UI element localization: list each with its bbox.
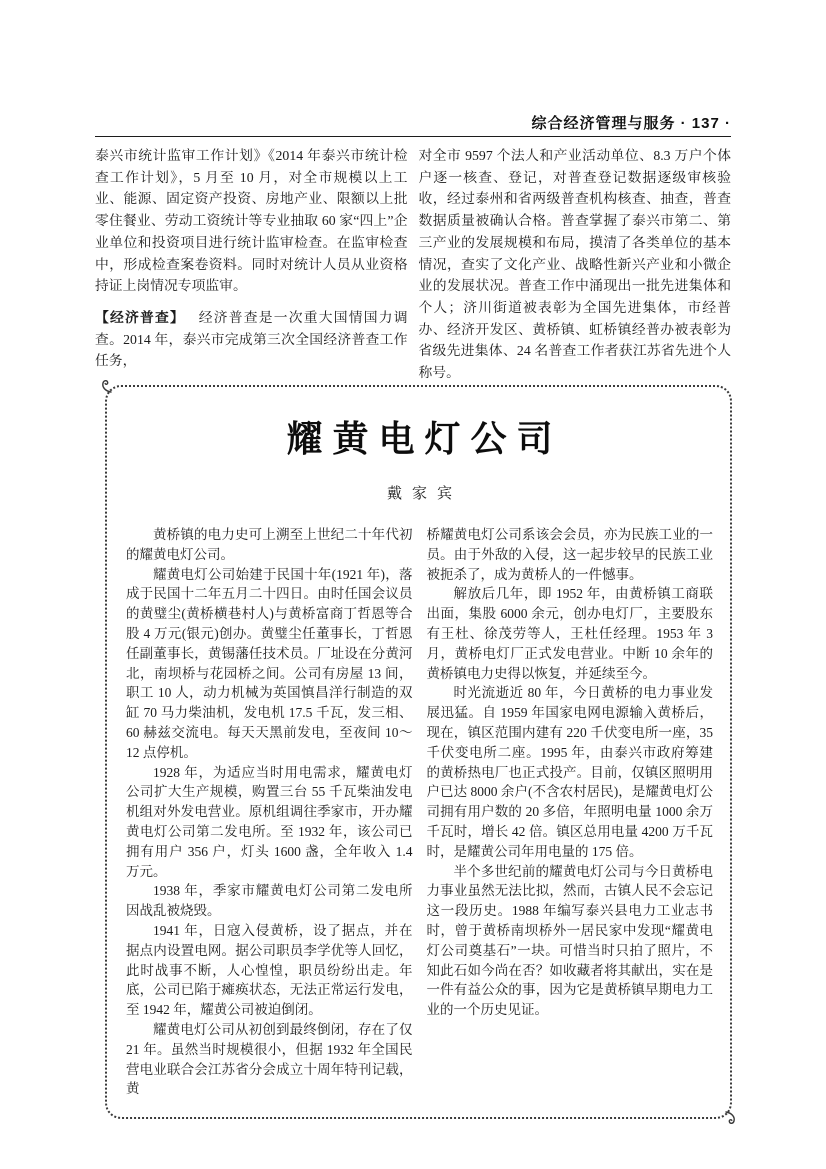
article-paragraph: 黄桥镇的电力史可上溯至上世纪二十年代初的耀黄电灯公司。 [126,527,413,562]
article-paragraph: 1928 年，为适应当时用电需求，耀黄电灯公司扩大生产规模，购置三台 55 千瓦柴油发电机组对外发电营业。原机组调往季家市，开办耀黄电灯公司第二发电所。至 1932 年，该公司已拥有用户 356 户，灯头 1600 盏，全年收入 1.4 万元。 [126,764,413,879]
article-paragraph-continued: 桥耀黄电灯公司系该会会员，亦为民族工业的一员。由于外敌的入侵，这一起步较早的民族工业被扼杀了，成为黄桥人的一件憾事。 [426,527,713,582]
article-author: 戴家宾 [386,486,462,502]
intro-right-column [419,145,732,384]
article-paragraph: 1938 年，季家市耀黄电灯公司第二发电所因战乱被烧毁。 [126,883,413,919]
chain-curl-ornament-icon [722,1110,738,1126]
entry-label: 【经济普查】 [95,309,185,325]
intro-paragraph-continued: 对全市 9597 个法人和产业活动单位、8.3 万户个体户逐一核查、登记，对普查登记数据逐级审核验收，经过泰州和省两级普查机构核查、抽查，普查数据质量被确认合格。普查掌握了泰兴市第二、第三产业的发展规模和布局，摸清了各类单位的基本情况，查实了文化产业、战略性新兴产业和小微企业的发展状况。普查工作中涌现出一批先进集体和个人；济川街道被表彰为全国先进集体，市经普办、经济开发区、黄桥镇、虹桥镇经普办被表彰为省级先进集体、24 名普查工作者获江苏省先进个人称号。 [418,148,731,381]
article-body [126,525,713,1099]
intro-left-column [95,145,408,384]
article-paragraph: 半个多世纪前的耀黄电灯公司与今日黄桥电力事业虽然无法比拟，然而，古镇人民不会忘记这一段历史。1988 年编写泰兴县电力工业志书时，曾于黄桥南坝桥外一居民家中发现“耀黄电灯公司奠基石”一块。可惜当时只拍了照片，不知此石如今尚在否？如收藏者将其献出，实在是一件有益公众的事，因为它是黄桥镇早期电力工业的一个历史见证。 [426,863,713,1018]
intro-paragraph: 泰兴市统计监审工作计划》《2014 年泰兴市统计检查工作计划》，5 月至 10 月，对全市规模以上工业、能源、固定资产投资、房地产业、限额以上批零住餐业、劳动工资统计等专业抽取 60 家“四上”企业单位和投资项目进行统计监审检查。在监审检查中，形成检查案卷资料。同时对统计人员从业资格持证上岗情况专项监审。 [95,148,408,294]
intro-section [95,145,731,384]
article-left-column [126,525,413,1099]
article-paragraph: 耀黄电灯公司始建于民国十年(1921 年)，落成于民国十二年五月二十四日。由时任国会议员的黄璧尘(黄桥横巷村人)与黄桥富商丁哲恩等合股 4 万元(银元)创办。黄璧尘任董事长，丁哲恩任副董事长，黄锡藩任技术员。厂址设在分黄河北，南坝桥与花园桥之间。公司有房屋 13 间，职工 10 人，动力机械为英国慎昌洋行制造的双缸 70 马力柴油机，发电机 17.5 千瓦，发三相、60 赫兹交流电。每天天黑前发电，至夜间 10～12 点停机。 [126,566,413,760]
article-right-column [427,525,714,1099]
article-paragraph: 1941 年，日寇入侵黄桥，设了据点，并在据点内设置电网。据公司职员李学优等人回忆，此时战事不断，人心惶惶，职员纷纷出走。年底，公司已陷于瘫痪状态，无法正常运行发电，至 1942 年，耀黄公司被迫倒闭。 [126,922,413,1018]
article-paragraph: 解放后几年，即 1952 年，由黄桥镇工商联出面，集股 6000 余元，创办电灯厂，主要股东有王杜、徐茂劳等人，王杜任经理。1953 年 3 月，黄桥电灯厂正式发电营业。中断 10 余年的黄桥镇电力史得以恢复，并延续至今。 [426,586,713,681]
article-paragraph: 耀黄电灯公司从初创到最终倒闭，存在了仅 21 年。虽然当时规模很小，但据 1932 年全国民营电业联合会江苏省分会成立十周年特刊记载，黄 [126,1021,413,1097]
header-rule [95,136,731,137]
running-head: 综合经济管理与服务 · 137 · [531,115,731,132]
article-paragraph: 时光流逝近 80 年，今日黄桥的电力事业发展迅猛。自 1959 年国家电网电源输入黄桥后，现在，镇区范围内建有 220 千伏变电所一座，35 千伏变电所二座。1995 年，由泰兴市政府筹建的黄桥热电厂也正式投产。目前，仅镇区照明用户已达 8000 余户(不含农村居民)，是耀黄电灯公司拥有用户数的 20 多倍，年照明电量 1000 余万千瓦时，增长 42 倍。镇区总用电量 4200 万千瓦时，是耀黄公司年用电量的 175 倍。 [426,685,713,859]
entry-text: 经济普查是一次重大国情国力调查。2014 年，泰兴市完成第三次全国经济普查工作任务， [95,309,408,369]
article-box [105,385,732,1119]
entry-economic-census [95,307,408,372]
article-title: 耀黄电灯公司 [286,419,563,459]
chain-curl-ornament-icon [99,378,115,394]
